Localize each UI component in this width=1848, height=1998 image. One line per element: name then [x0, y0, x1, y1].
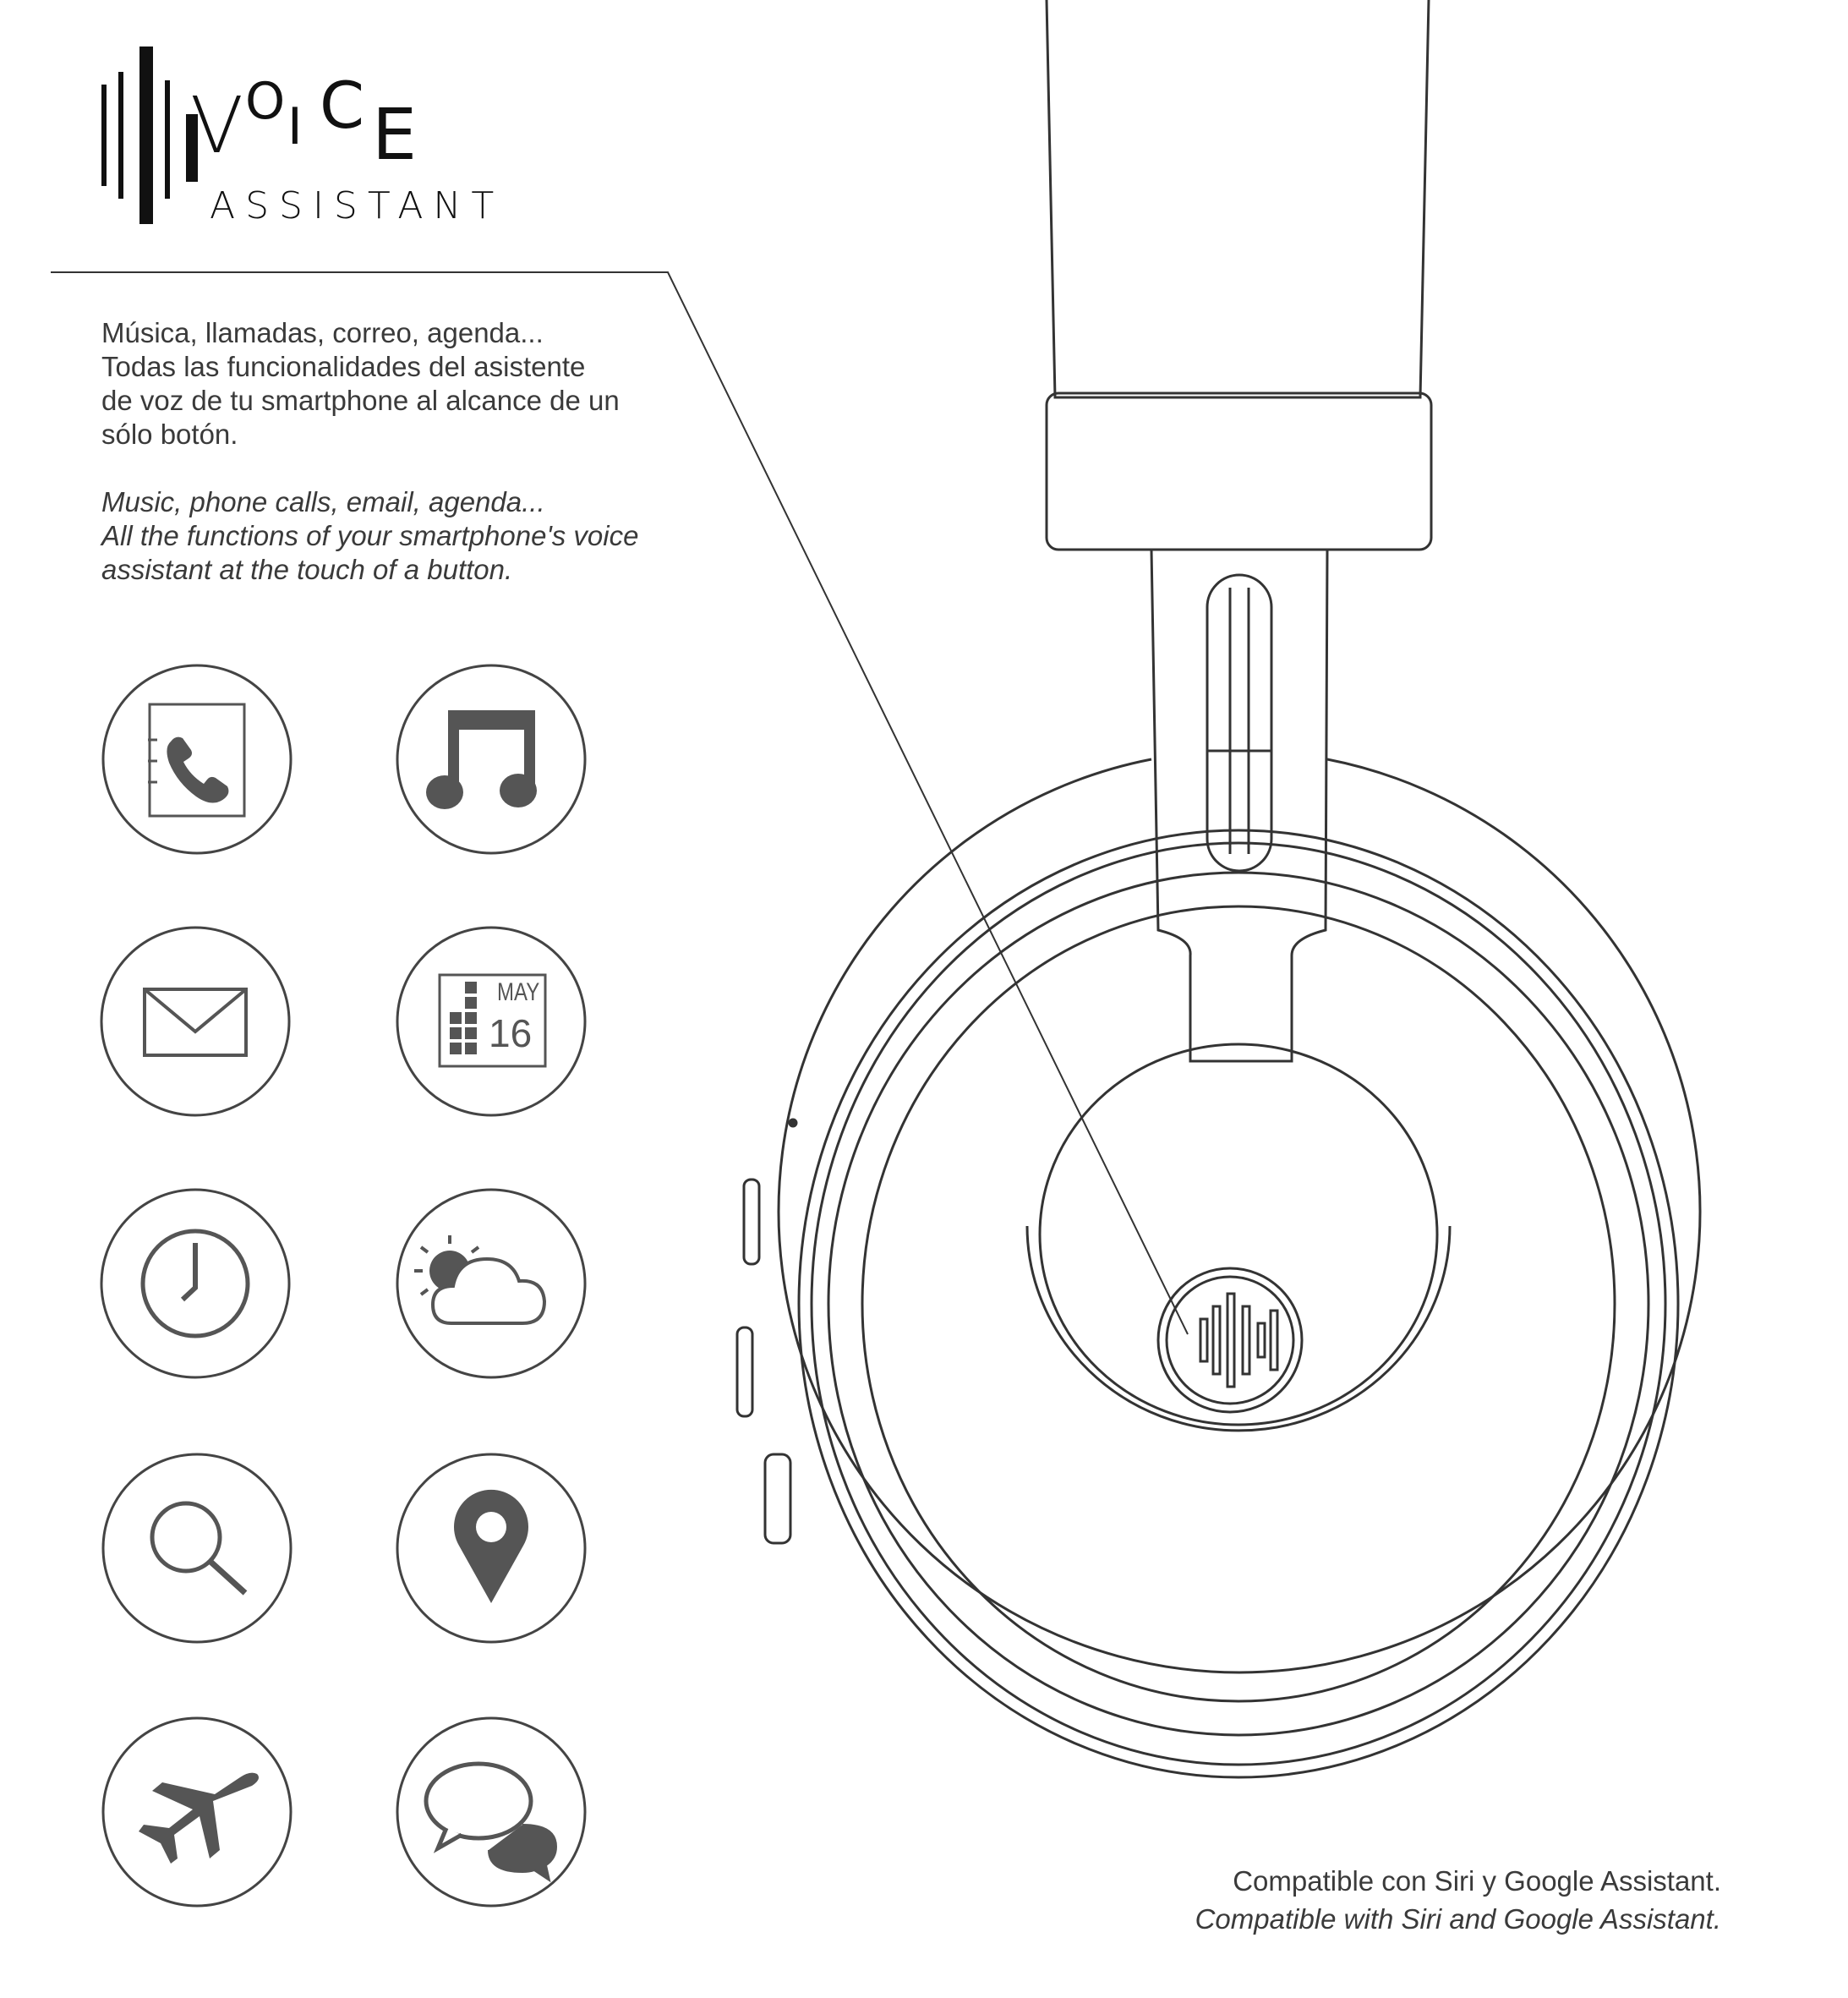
music-note-icon: [396, 664, 587, 855]
compatibility-spanish: Compatible con Siri y Google Assistant.: [1233, 1865, 1721, 1897]
english-line: Music, phone calls, email, agenda...: [101, 486, 545, 517]
logo-letter-v: V: [190, 80, 243, 171]
logo-letter-i: I: [287, 97, 303, 156]
logo-subtitle: ASSISTANT: [210, 184, 505, 227]
email-envelope-icon: [100, 926, 291, 1117]
headband-cuff: [1047, 393, 1431, 550]
logo-letter-o: O: [245, 72, 286, 131]
location-pin-icon: [396, 1453, 587, 1644]
chat-bubbles-icon: [396, 1716, 587, 1908]
slider-slot: [1207, 575, 1271, 871]
hub: [1027, 1226, 1450, 1431]
earcup-ring-2: [812, 843, 1665, 1765]
earcup-ring-1: [799, 830, 1678, 1777]
airplane-icon: [101, 1716, 293, 1908]
spanish-line: sólo botón.: [101, 419, 238, 450]
calendar-month: MAY: [497, 978, 540, 1006]
weather-icon: [396, 1188, 587, 1379]
logo-letter-c: C: [320, 68, 365, 143]
side-button: [744, 1180, 759, 1264]
spanish-line: Música, llamadas, correo, agenda...: [101, 317, 544, 348]
calendar-icon: [396, 926, 587, 1117]
earcup-inner: [828, 873, 1648, 1735]
headband: [1047, 0, 1429, 397]
slider-arm: [1151, 550, 1327, 1061]
clock-icon: [100, 1188, 291, 1379]
earcup-core: [862, 906, 1615, 1701]
search-icon: [101, 1453, 293, 1644]
earcup-outer: [779, 759, 1700, 1672]
spanish-line: de voz de tu smartphone al alcance de un: [101, 385, 620, 416]
compatibility-note: [1195, 1862, 1721, 1938]
voice-button: [1158, 1268, 1302, 1412]
english-line: assistant at the touch of a button.: [101, 554, 513, 585]
spanish-line: Todas las funcionalidades del asistente: [101, 351, 586, 382]
compatibility-english: Compatible with Siri and Google Assistant.: [1195, 1903, 1721, 1935]
english-line: All the functions of your smartphone's voice: [101, 520, 639, 551]
hub-ring: [1040, 1044, 1437, 1425]
logo-letter-e: E: [372, 93, 418, 176]
side-button: [737, 1327, 752, 1416]
phone-contacts-icon: [101, 664, 293, 855]
side-button: [765, 1454, 790, 1543]
calendar-day: 16: [489, 1011, 533, 1055]
